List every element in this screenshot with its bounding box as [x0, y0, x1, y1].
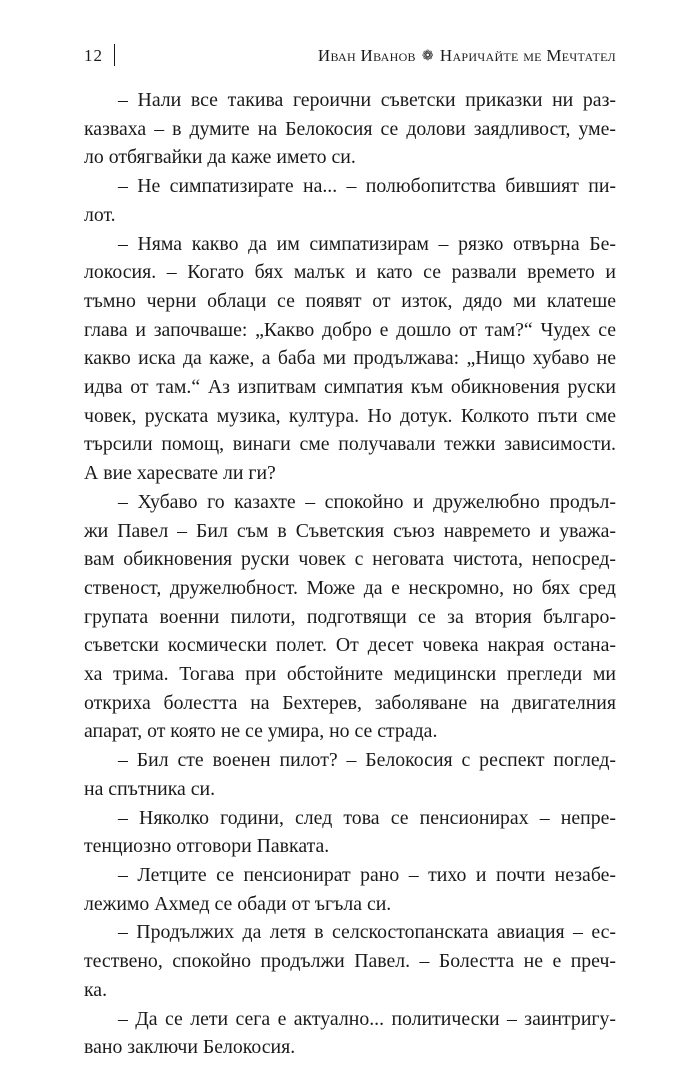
text-line: – Нали все такива героични съветски приказки ни раз-	[118, 89, 616, 111]
running-title	[318, 46, 616, 66]
text-line: локосия. – Когато бях малък и като се развали времето и	[84, 261, 616, 284]
text-line: – Да се лети сега е актуално... политически – заинтригу-	[118, 1007, 616, 1030]
paragraph	[84, 230, 616, 488]
paragraph	[84, 918, 616, 1004]
running-header	[84, 44, 616, 70]
body-text	[84, 86, 616, 1062]
text-line: – Летците се пенсионират рано – тихо и почти незабе-	[118, 863, 616, 886]
text-line: идва от там.“ Аз изпитвам симпатия към обикновения руски	[84, 376, 616, 399]
text-line: жи Павел – Бил съм в Съветския съюз навремето и уважа-	[84, 519, 616, 542]
text-line: търсили помощ, винаги сме получавали тежки зависимости.	[84, 433, 616, 456]
paragraph	[84, 861, 616, 918]
text-line: – Хубаво го казахте – спокойно и дружелюбно продъл-	[118, 490, 616, 513]
paragraph	[84, 804, 616, 861]
text-line: казваха – в думите на Белокосия се долови заядливост, уме-	[84, 117, 616, 140]
paragraph	[84, 1005, 616, 1062]
text-line: ка.	[84, 978, 108, 1001]
text-line: тъмно черни облаци се появят от изток, дядо ми клатеше	[84, 289, 616, 312]
page-number: 12	[84, 46, 103, 65]
flower-ornament-icon: ❁	[421, 49, 434, 64]
text-line: лот.	[84, 203, 116, 226]
text-line: – Продължих да летя в селскостопанската авиация – ес-	[118, 921, 616, 944]
book-title: Наричайте ме Мечтател	[439, 46, 616, 65]
paragraph	[84, 172, 616, 229]
paragraph	[84, 86, 616, 172]
text-line: ха трима. Тогава при обстойните медицински прегледи ми	[84, 663, 616, 686]
text-line: А вие харесвате ли ги?	[84, 462, 276, 485]
text-line: на спътника си.	[84, 777, 216, 800]
header-divider	[114, 44, 115, 66]
author-name: Иван Иванов	[317, 46, 416, 65]
text-line: – Бил сте военен пилот? – Белокосия с респект поглед-	[118, 749, 616, 772]
text-line: човек, руската музика, култура. Но дотук. Колкото пъти сме	[84, 404, 616, 427]
text-line: съветски космически полет. От десет човека накрая остана-	[84, 634, 616, 657]
text-line: тенциозно отговори Павката.	[84, 835, 330, 858]
text-line: апарат, от която не се умира, но се страда.	[84, 720, 438, 743]
text-line: ственост, дружелюбност. Може да е нескромно, но бях сред	[84, 576, 616, 599]
text-line: откриха болестта на Бехтерев, заболяване на двигателния	[84, 691, 616, 714]
text-line: тествено, спокойно продължи Павел. – Болестта не е преч-	[84, 950, 616, 973]
text-line: какво иска да каже, а баба ми продължава: „Нищо хубаво не	[84, 347, 616, 370]
text-line: ло отбягвайки да каже името си.	[84, 146, 356, 169]
text-line: вам обикновения руски човек с неговата чистота, непосред-	[84, 548, 616, 571]
text-line: – Няма какво да им симпатизирам – рязко отвърна Бе-	[118, 232, 616, 255]
text-line: – Няколко години, след това се пенсионирах – непре-	[118, 806, 616, 829]
text-line: групата военни пилоти, подготвящи се за втория българо-	[84, 605, 616, 628]
text-line: – Не симпатизирате на... – полюбопитства бившият пи-	[118, 175, 616, 198]
paragraph	[84, 488, 616, 746]
text-line: глава и започваше: „Какво добро е дошло от там?“ Чудех се	[84, 318, 616, 341]
text-line: лежимо Ахмед се обади от ъгъла си.	[84, 892, 392, 915]
text-line: вано заключи Белокосия.	[84, 1036, 296, 1059]
paragraph	[84, 746, 616, 803]
